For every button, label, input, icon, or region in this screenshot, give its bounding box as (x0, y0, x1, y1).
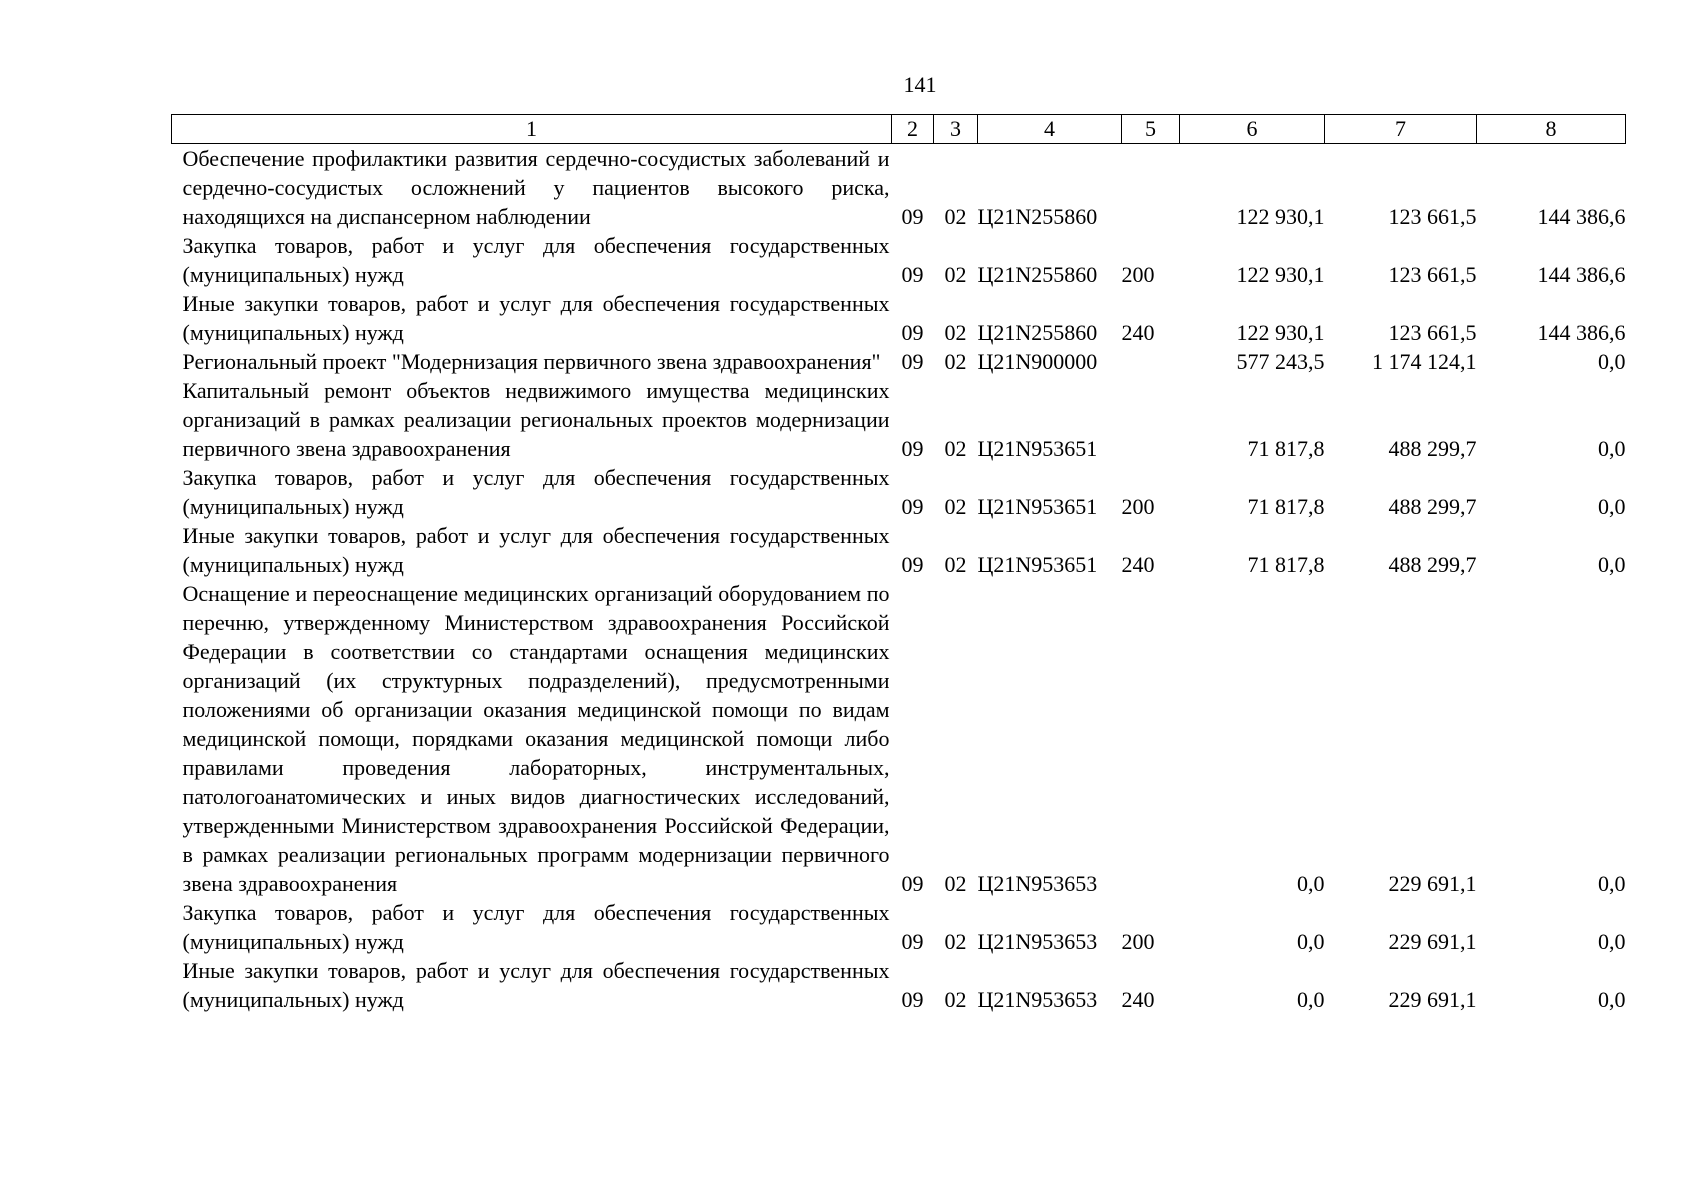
row-amount-8: 0,0 (1598, 552, 1626, 577)
row-expense-type: 200 (1121, 262, 1155, 287)
row-amount-7: 229 691,1 (1388, 929, 1477, 954)
row-amount-7: 1 174 124,1 (1372, 349, 1477, 374)
row-description: Иные закупки товаров, работ и услуг для обеспечения государственных (муниципальных) нужд (182, 523, 890, 577)
row-target-code: Ц21N255860 (977, 320, 1098, 345)
row-amount-7: 123 661,5 (1388, 262, 1477, 287)
row-amount-6: 122 930,1 (1236, 204, 1325, 229)
row-expense-type: 240 (1121, 320, 1155, 345)
row-amount-8: 144 386,6 (1537, 262, 1626, 287)
row-expense-type (1122, 347, 1180, 376)
row-amount-6: 0,0 (1297, 871, 1325, 896)
row-target-code: Ц21N255860 (977, 204, 1098, 229)
row-section: 09 (901, 320, 924, 345)
column-header-2: 2 (892, 115, 934, 144)
row-subsection: 02 (944, 987, 967, 1012)
row-amount-8: 144 386,6 (1537, 204, 1626, 229)
row-amount-6: 71 817,8 (1247, 552, 1325, 577)
row-description: Закупка товаров, работ и услуг для обеспечения государственных (муниципальных) нужд (182, 233, 890, 287)
row-description: Закупка товаров, работ и услуг для обеспечения государственных (муниципальных) нужд (182, 900, 890, 954)
row-amount-8: 0,0 (1598, 987, 1626, 1012)
budget-table (171, 114, 1626, 1014)
row-expense-type (1122, 144, 1180, 232)
row-subsection: 02 (944, 494, 967, 519)
row-subsection: 02 (944, 929, 967, 954)
table-row (172, 898, 1626, 956)
row-subsection: 02 (944, 262, 967, 287)
table-row (172, 463, 1626, 521)
row-amount-7: 488 299,7 (1388, 436, 1477, 461)
row-subsection: 02 (944, 871, 967, 896)
row-section: 09 (901, 987, 924, 1012)
row-amount-6: 577 243,5 (1236, 349, 1325, 374)
column-header-4: 4 (978, 115, 1122, 144)
row-expense-type: 240 (1121, 552, 1155, 577)
table-row (172, 231, 1626, 289)
row-target-code: Ц21N953651 (977, 494, 1098, 519)
row-description: Капитальный ремонт объектов недвижимого имущества медицинских организаций в рамках реализации региональных проектов модернизации первичного звена здравоохранения (182, 378, 890, 461)
table-row (172, 347, 1626, 376)
row-target-code: Ц21N953653 (977, 871, 1098, 896)
row-section: 09 (901, 349, 924, 374)
row-subsection: 02 (944, 349, 967, 374)
column-header-6: 6 (1180, 115, 1325, 144)
row-amount-8: 0,0 (1598, 871, 1626, 896)
row-expense-type: 240 (1121, 987, 1155, 1012)
row-subsection: 02 (944, 436, 967, 461)
row-subsection: 02 (944, 204, 967, 229)
header-row (172, 115, 1626, 144)
row-description: Иные закупки товаров, работ и услуг для обеспечения государственных (муниципальных) нужд (182, 958, 890, 1012)
row-description: Иные закупки товаров, работ и услуг для обеспечения государственных (муниципальных) нужд (182, 291, 890, 345)
row-amount-7: 229 691,1 (1388, 987, 1477, 1012)
row-target-code: Ц21N953653 (977, 987, 1098, 1012)
row-target-code: Ц21N953651 (977, 436, 1098, 461)
row-amount-6: 122 930,1 (1236, 262, 1325, 287)
row-section: 09 (901, 262, 924, 287)
row-amount-8: 0,0 (1598, 494, 1626, 519)
row-amount-8: 0,0 (1598, 929, 1626, 954)
row-amount-7: 123 661,5 (1388, 320, 1477, 345)
column-header-1: 1 (172, 115, 892, 144)
row-section: 09 (901, 929, 924, 954)
row-amount-6: 71 817,8 (1247, 436, 1325, 461)
row-expense-type (1122, 376, 1180, 463)
row-amount-7: 488 299,7 (1388, 494, 1477, 519)
row-description: Оснащение и переоснащение медицинских организаций оборудованием по перечню, утвержденному Министерством здравоохранения Российской Федерации в соответствии со стандартами оснащения медицинских организаций (их структурных подразделений), предусмотренными положениями об организации оказания медицинской помощи по видам медицинской помощи, порядками оказания медицинской помощи либо правилами проведения лабораторных, инструментальных, патологоанатомических и иных видов диагностических исследований, утвержденными Министерством здравоохранения Российской Федерации, в рамках реализации региональных программ модернизации первичного звена здравоохранения (182, 581, 890, 896)
row-expense-type: 200 (1121, 929, 1155, 954)
column-header-8: 8 (1477, 115, 1626, 144)
row-section: 09 (901, 494, 924, 519)
row-target-code: Ц21N255860 (977, 262, 1098, 287)
row-section: 09 (901, 552, 924, 577)
row-amount-7: 123 661,5 (1388, 204, 1477, 229)
row-amount-8: 0,0 (1598, 436, 1626, 461)
row-expense-type: 200 (1121, 494, 1155, 519)
row-description: Региональный проект "Модернизация первичного звена здравоохранения" (182, 349, 881, 374)
row-description: Закупка товаров, работ и услуг для обеспечения государственных (муниципальных) нужд (182, 465, 890, 519)
column-header-3: 3 (934, 115, 978, 144)
row-target-code: Ц21N900000 (977, 349, 1098, 374)
row-subsection: 02 (944, 552, 967, 577)
page-number: 141 (903, 72, 937, 97)
row-amount-6: 0,0 (1297, 987, 1325, 1012)
row-amount-8: 144 386,6 (1537, 320, 1626, 345)
row-target-code: Ц21N953653 (977, 929, 1098, 954)
row-amount-6: 122 930,1 (1236, 320, 1325, 345)
row-section: 09 (901, 871, 924, 896)
row-amount-8: 0,0 (1598, 349, 1626, 374)
column-header-7: 7 (1325, 115, 1477, 144)
row-description: Обеспечение профилактики развития сердечно-сосудистых заболеваний и сердечно-сосудистых осложнений у пациентов высокого риска, находящихся на диспансерном наблюдении (182, 146, 890, 229)
row-target-code: Ц21N953651 (977, 552, 1098, 577)
table-row (172, 376, 1626, 463)
table-row (172, 521, 1626, 579)
row-amount-6: 71 817,8 (1247, 494, 1325, 519)
column-header-5: 5 (1122, 115, 1180, 144)
row-amount-6: 0,0 (1297, 929, 1325, 954)
row-amount-7: 488 299,7 (1388, 552, 1477, 577)
table-row (172, 579, 1626, 898)
table-row (172, 956, 1626, 1014)
row-section: 09 (901, 436, 924, 461)
row-section: 09 (901, 204, 924, 229)
row-expense-type (1122, 579, 1180, 898)
table-row (172, 289, 1626, 347)
table-row (172, 144, 1626, 232)
row-subsection: 02 (944, 320, 967, 345)
row-amount-7: 229 691,1 (1388, 871, 1477, 896)
